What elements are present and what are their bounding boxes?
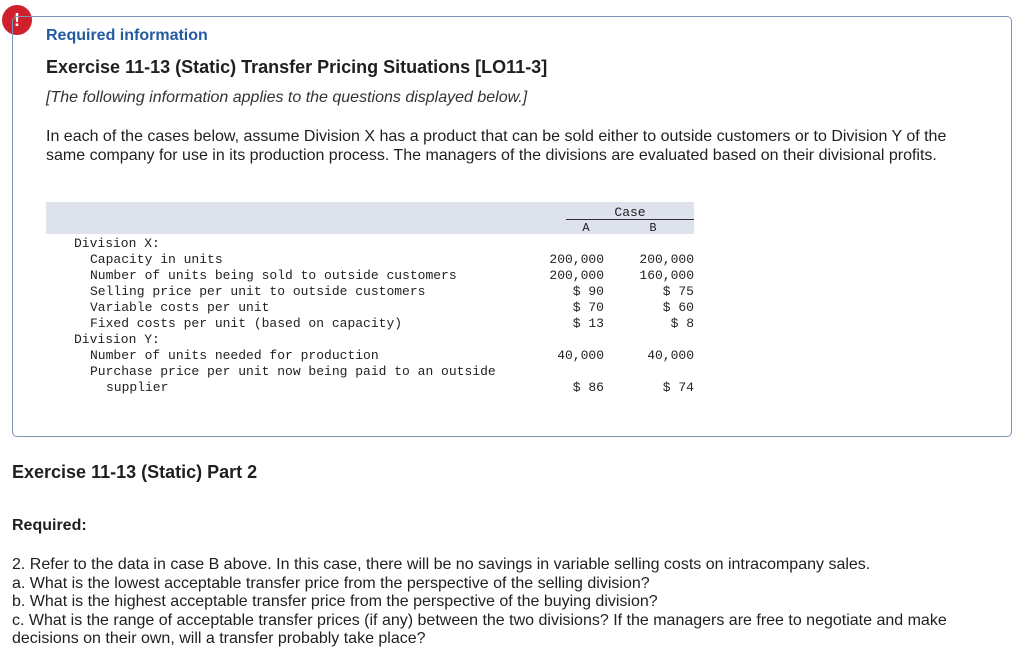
table-row xyxy=(46,268,694,284)
table-row xyxy=(46,364,694,380)
case-b-value: $ 8 xyxy=(670,316,694,331)
question-2a: a. What is the lowest acceptable transfer price from the perspective of the selling division? xyxy=(12,574,650,592)
required-label: Required: xyxy=(12,517,87,534)
division-y-label: Division Y: xyxy=(74,332,160,347)
case-b-value: $ 60 xyxy=(662,300,694,315)
exercise-title: Exercise 11-13 (Static) Transfer Pricing Situations [LO11-3] xyxy=(46,57,548,77)
row-label: Number of units needed for production xyxy=(90,348,379,363)
case-a-value: $ 86 xyxy=(572,380,604,395)
table-row xyxy=(46,284,694,300)
row-label: Selling price per unit to outside customers xyxy=(90,284,426,299)
question-2b: b. What is the highest acceptable transfer price from the perspective of the buying division? xyxy=(12,593,658,610)
case-header: Case xyxy=(614,205,646,220)
case-a-value: $ 13 xyxy=(572,316,604,331)
row-label: Fixed costs per unit (based on capacity) xyxy=(90,316,403,331)
table-row xyxy=(46,348,694,364)
row-label: Purchase price per unit now being paid to an outside xyxy=(90,364,496,379)
case-a-value: $ 90 xyxy=(572,284,604,299)
info-note: [The following information applies to the questions displayed below.] xyxy=(46,89,528,106)
division-x-label: Division X: xyxy=(74,236,160,251)
question-2c: c. What is the range of acceptable transfer prices (if any) between the two divisions? If the managers are free to negotiate and make decisions on their own, will a transfer probably take place? xyxy=(12,611,947,647)
case-b-value: $ 74 xyxy=(662,380,694,395)
row-label: Number of units being sold to outside customers xyxy=(90,268,457,283)
case-a-value: $ 70 xyxy=(572,300,604,315)
column-a-header: A xyxy=(582,221,590,235)
table-row xyxy=(46,252,694,268)
case-b-value: $ 75 xyxy=(662,284,694,299)
case-b-value: 160,000 xyxy=(639,268,694,283)
intro-paragraph: In each of the cases below, assume Division X has a product that can be sold either to outside customers or to Division Y of the same company for use in its production process. The managers of the divisions are evaluated based on their divisional profits. xyxy=(46,128,947,164)
row-label: Variable costs per unit xyxy=(90,300,270,315)
required-info-heading: Required information xyxy=(46,27,208,44)
questions-block xyxy=(12,556,1012,649)
part-title: Exercise 11-13 (Static) Part 2 xyxy=(12,462,258,482)
row-label-continued: supplier xyxy=(106,380,169,395)
division-y-row xyxy=(46,332,694,348)
table-row xyxy=(46,300,694,316)
case-a-value: 40,000 xyxy=(557,348,604,363)
question-2: 2. Refer to the data in case B above. In this case, there will be no savings in variable selling costs on intracompany sales. xyxy=(12,556,871,573)
table-row xyxy=(46,380,694,396)
case-b-value: 40,000 xyxy=(647,348,694,363)
table-row xyxy=(46,316,694,332)
alert-icon: ! xyxy=(2,5,32,35)
table-header xyxy=(46,202,694,234)
case-a-value: 200,000 xyxy=(549,252,604,267)
case-b-value: 200,000 xyxy=(639,252,694,267)
case-underline xyxy=(566,219,694,220)
row-label: Capacity in units xyxy=(90,252,223,267)
column-b-header: B xyxy=(649,221,657,235)
division-x-row xyxy=(46,236,694,252)
case-a-value: 200,000 xyxy=(549,268,604,283)
